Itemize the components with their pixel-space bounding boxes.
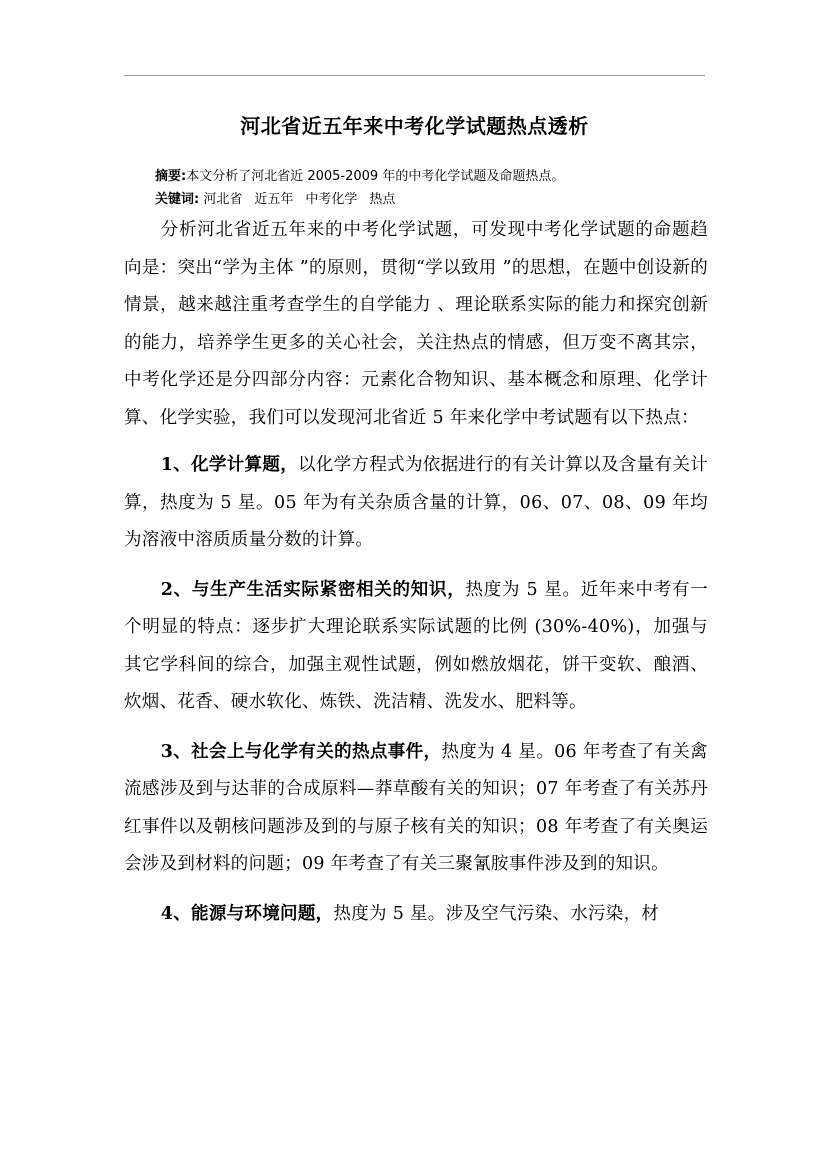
abstract-text: 本文分析了河北省近 2005-2009 年的中考化学试题及命题热点。 [186,169,565,184]
point-heading: 3、社会上与化学有关的热点事件， [160,741,442,762]
keywords-label: 关键词: [155,192,200,207]
point-heading: 2、与生产生活实际紧密相关的知识， [160,579,466,600]
point-text: 热度为 5 星。涉及空气污染、水污染，材 [333,903,660,924]
point-heading: 1、化学计算题， [160,455,299,475]
abstract-label: 摘要: [155,169,187,184]
intro-paragraph: 分析河北省近五年来的中考化学试题，可发现中考化学试题的命题趋向是：突出“学为主体 ”的原则，贯彻“学以致用 ”的思想，在题中创设新的情景，越来越注重考查学生的自学能力 、理论联系实际的能力和探究创新的能力，培养学生更多的关心社会，关注热点的情感，但万变不离其宗，中考化学还是分四部分内容：元素化合物知识、基本概念和原理、化学计算、化学实验，我们可以发现河北省近 5 年来化学中考试题有以下热点： [124,220,708,428]
keywords [155,188,407,207]
keyword: 热点 [369,192,396,207]
abstract [155,165,564,184]
header-rule [124,75,705,76]
point-paragraph [124,447,708,560]
keyword: 河北省 [203,192,243,207]
point-paragraph [124,896,708,934]
point-text: 以化学方程式为依据进行的有关计算以及含量有关计算，热度为 5 星。05 年为有关杂质含量的计算，06、07、08、09 年均为溶液中溶质质量分数的计算。 [124,455,708,550]
point-text: 热度为 4 星。06 年考查了有关禽流感涉及到与达菲的合成原料—莽草酸有关的知识；07 年考查了有关苏丹红事件以及朝核问题涉及到的与原子核有关的知识；08 年考查了有关奥运会涉及到材料的问题；09 年考查了有关三聚氰胺事件涉及到的知识。 [124,741,708,874]
keyword: 中考化学 [305,192,358,207]
point-paragraph [124,734,708,884]
point-heading: 4、能源与环境问题， [160,903,334,924]
document-title: 河北省近五年来中考化学试题热点透析 [240,114,589,138]
point-paragraph [124,572,708,722]
document-body [124,212,708,945]
keyword: 近五年 [254,192,294,207]
point-text: 热度为 5 星。近年来中考有一个明显的特点：逐步扩大理论联系实际试题的比例 (30%-40%)，加强与其它学科间的综合，加强主观性试题，例如燃放烟花，饼干变软、酿酒、炊烟、花香、硬水软化、炼铁、洗洁精、洗发水、肥料等。 [124,579,708,712]
